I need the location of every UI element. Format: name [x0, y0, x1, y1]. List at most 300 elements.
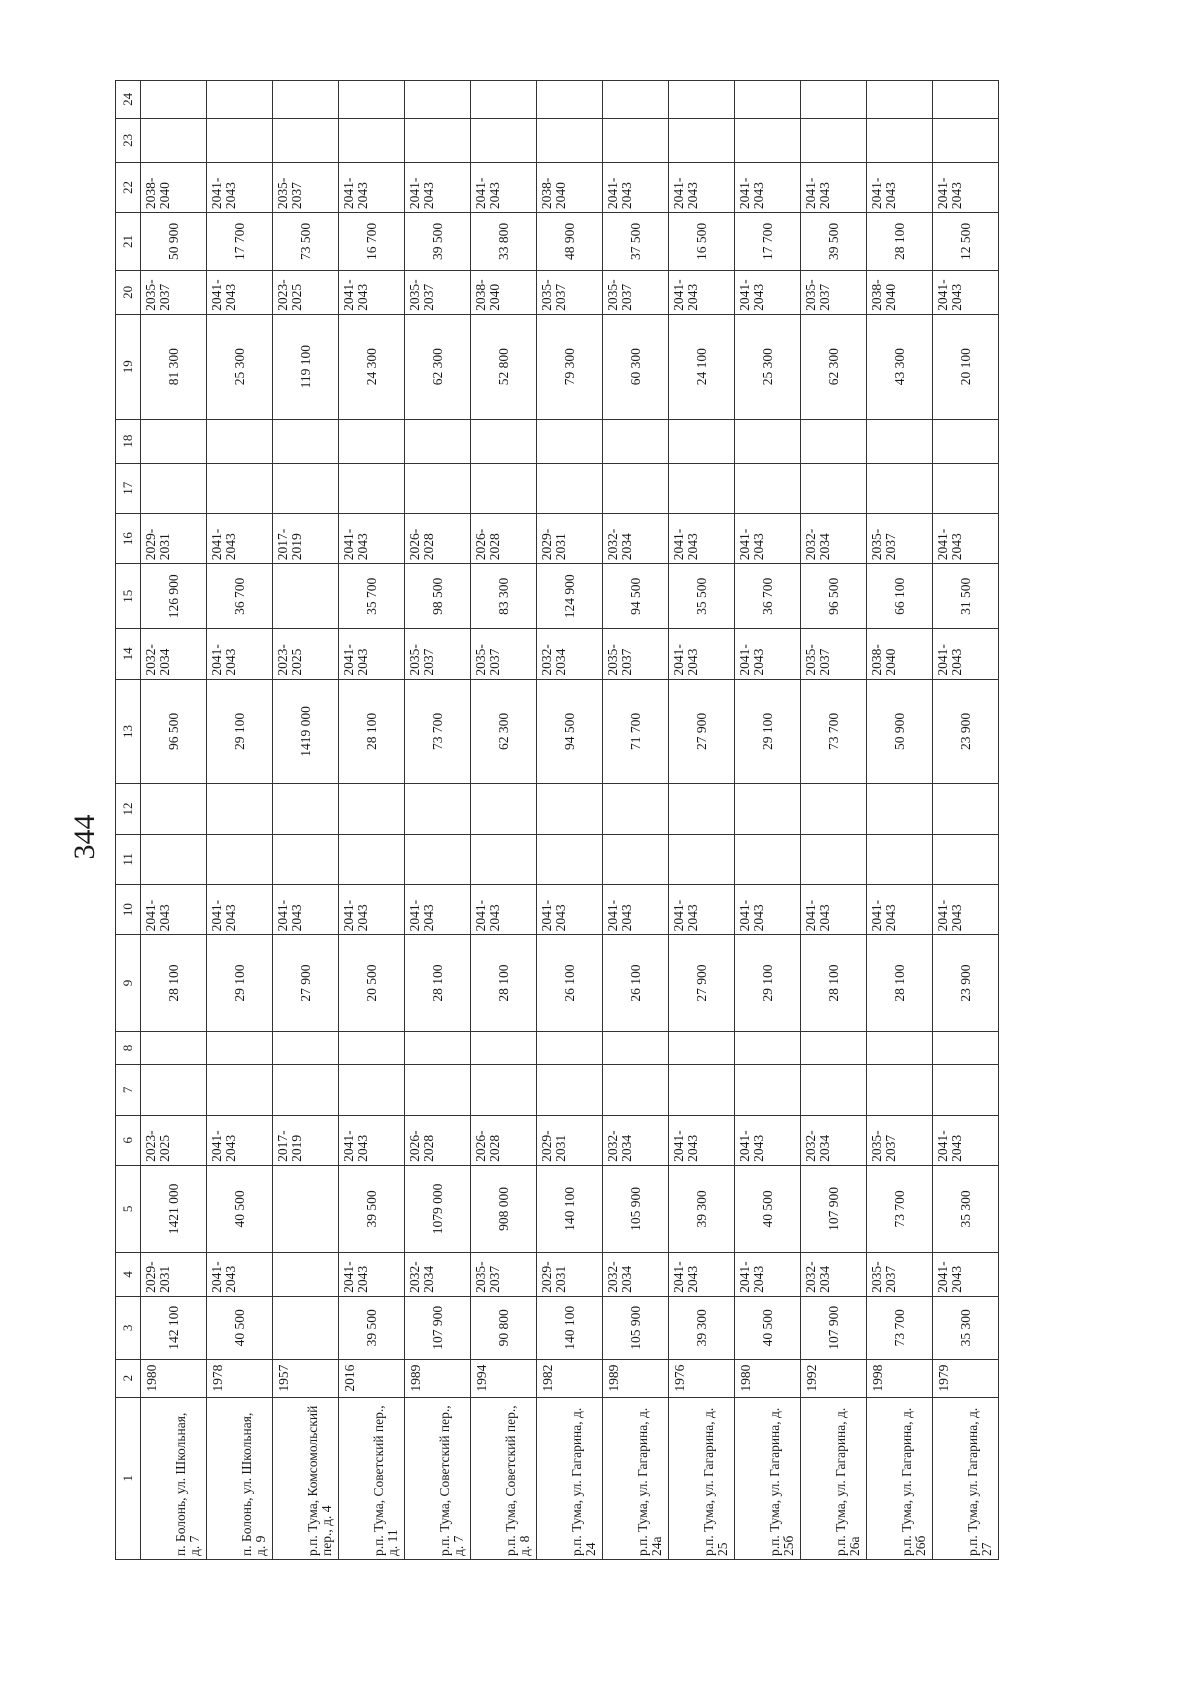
- table-cell: [471, 1065, 537, 1115]
- table-cell: 96 500: [801, 564, 867, 629]
- table-cell: [669, 1065, 735, 1115]
- table-cell: 25 300: [735, 314, 801, 419]
- table-cell: [207, 1031, 273, 1065]
- period-cell: 2041-2043: [537, 885, 603, 935]
- column-header: 10: [116, 885, 141, 935]
- table-cell: 16 700: [339, 213, 405, 271]
- table-cell: 35 300: [933, 1165, 999, 1252]
- period-cell: 2041-2043: [603, 885, 669, 935]
- period-cell: 2041-2043: [669, 270, 735, 314]
- table-cell: 73 700: [867, 1296, 933, 1359]
- column-header: 17: [116, 463, 141, 513]
- period-cell: 2038-2040: [867, 629, 933, 679]
- table-cell: [669, 1031, 735, 1065]
- address-cell: р.п. Тума, Советский пер., д. 8: [471, 1397, 537, 1559]
- column-header: 12: [116, 784, 141, 834]
- table-cell: [141, 463, 207, 513]
- period-cell: 2041-2043: [801, 162, 867, 212]
- page-number: 344: [68, 814, 101, 860]
- table-cell: 35 500: [669, 564, 735, 629]
- period-cell: 2041-2043: [339, 513, 405, 563]
- table-row: [339, 81, 405, 1560]
- period-cell: 2035-2037: [471, 1252, 537, 1296]
- period-cell: 2023-2025: [273, 629, 339, 679]
- table-cell: 25 300: [207, 314, 273, 419]
- table-cell: [141, 419, 207, 463]
- period-cell: 2032-2034: [141, 629, 207, 679]
- period-cell: 2041-2043: [141, 885, 207, 935]
- period-cell: 2035-2037: [405, 270, 471, 314]
- address-cell: р.п. Тума, ул. Гагарина, д. 25б: [735, 1397, 801, 1559]
- table-cell: 24 100: [669, 314, 735, 419]
- table-cell: 140 100: [537, 1296, 603, 1359]
- period-cell: 2032-2034: [537, 629, 603, 679]
- period-cell: 2017-2019: [273, 513, 339, 563]
- period-cell: 2041-2043: [933, 1115, 999, 1165]
- period-cell: 2041-2043: [735, 513, 801, 563]
- period-cell: 2029-2031: [537, 1115, 603, 1165]
- table-cell: 29 100: [735, 679, 801, 784]
- period-cell: 2041-2043: [471, 162, 537, 212]
- period-cell: 2032-2034: [801, 513, 867, 563]
- table-cell: [735, 1031, 801, 1065]
- table-cell: 1079 000: [405, 1165, 471, 1252]
- table-cell: [207, 118, 273, 162]
- table-cell: 20 500: [339, 935, 405, 1031]
- table-cell: 60 300: [603, 314, 669, 419]
- table-row: [207, 81, 273, 1560]
- period-cell: 2041-2043: [933, 885, 999, 935]
- year-cell: 1989: [603, 1359, 669, 1397]
- table-cell: [603, 784, 669, 834]
- table-cell: [867, 118, 933, 162]
- table-cell: [207, 81, 273, 119]
- table-cell: [207, 834, 273, 884]
- period-cell: 2041-2043: [669, 885, 735, 935]
- table-cell: [207, 463, 273, 513]
- table-cell: [405, 784, 471, 834]
- table-cell: 26 100: [603, 935, 669, 1031]
- table-cell: [933, 784, 999, 834]
- column-header: 18: [116, 419, 141, 463]
- table-cell: 39 300: [669, 1165, 735, 1252]
- table-cell: [867, 463, 933, 513]
- column-header: 20: [116, 270, 141, 314]
- table-cell: 107 900: [801, 1296, 867, 1359]
- table-cell: 94 500: [537, 679, 603, 784]
- address-cell: п. Болонь, ул. Школьная, д. 7: [141, 1397, 207, 1559]
- table-cell: 66 100: [867, 564, 933, 629]
- period-cell: 2032-2034: [801, 1252, 867, 1296]
- period-cell: 2041-2043: [735, 885, 801, 935]
- table-cell: [603, 419, 669, 463]
- table-cell: 107 900: [405, 1296, 471, 1359]
- table-cell: 20 100: [933, 314, 999, 419]
- table-cell: [867, 419, 933, 463]
- table-cell: 23 900: [933, 679, 999, 784]
- table-cell: [801, 118, 867, 162]
- table-cell: 94 500: [603, 564, 669, 629]
- period-cell: 2041-2043: [273, 885, 339, 935]
- period-cell: 2041-2043: [405, 162, 471, 212]
- column-header: 14: [116, 629, 141, 679]
- table-cell: [471, 419, 537, 463]
- year-cell: 1989: [405, 1359, 471, 1397]
- table-cell: [801, 1065, 867, 1115]
- table-cell: [141, 118, 207, 162]
- table-cell: [735, 81, 801, 119]
- table-cell: [867, 81, 933, 119]
- table-cell: [801, 834, 867, 884]
- table-cell: 50 900: [867, 679, 933, 784]
- table-cell: 81 300: [141, 314, 207, 419]
- period-cell: 2041-2043: [669, 162, 735, 212]
- table-cell: 48 900: [537, 213, 603, 271]
- table-cell: 90 800: [471, 1296, 537, 1359]
- table-cell: [669, 118, 735, 162]
- year-cell: 1976: [669, 1359, 735, 1397]
- address-cell: р.п. Тума, ул. Гагарина, д. 25: [669, 1397, 735, 1559]
- period-cell: 2017-2019: [273, 1115, 339, 1165]
- table-cell: [537, 118, 603, 162]
- address-cell: р.п. Тума, Советский пер., д. 7: [405, 1397, 471, 1559]
- table-cell: 28 100: [339, 679, 405, 784]
- table-cell: 40 500: [207, 1165, 273, 1252]
- table-row: [405, 81, 471, 1560]
- table-cell: 27 900: [669, 935, 735, 1031]
- table-cell: [801, 784, 867, 834]
- table-cell: [273, 463, 339, 513]
- period-cell: 2041-2043: [405, 885, 471, 935]
- table-cell: 23 900: [933, 935, 999, 1031]
- period-cell: 2041-2043: [669, 1252, 735, 1296]
- table-cell: [471, 1031, 537, 1065]
- column-header: 5: [116, 1165, 141, 1252]
- period-cell: 2032-2034: [603, 1252, 669, 1296]
- period-cell: 2023-2025: [273, 270, 339, 314]
- column-header: 8: [116, 1031, 141, 1065]
- table-cell: [933, 834, 999, 884]
- period-cell: 2032-2034: [603, 1115, 669, 1165]
- year-cell: 2016: [339, 1359, 405, 1397]
- period-cell: 2035-2037: [537, 270, 603, 314]
- table-cell: 73 700: [405, 679, 471, 784]
- period-cell: 2041-2043: [933, 162, 999, 212]
- table-cell: [603, 1031, 669, 1065]
- table-cell: [339, 1065, 405, 1115]
- table-cell: [735, 118, 801, 162]
- table-cell: [669, 834, 735, 884]
- period-cell: 2029-2031: [141, 1252, 207, 1296]
- period-cell: [273, 1252, 339, 1296]
- table-cell: [471, 81, 537, 119]
- column-header: 22: [116, 162, 141, 212]
- period-cell: 2041-2043: [735, 162, 801, 212]
- table-cell: [207, 419, 273, 463]
- table-cell: 40 500: [735, 1165, 801, 1252]
- year-cell: 1992: [801, 1359, 867, 1397]
- table-row: [933, 81, 999, 1560]
- table-row: [273, 81, 339, 1560]
- table-cell: 16 500: [669, 213, 735, 271]
- period-cell: 2041-2043: [471, 885, 537, 935]
- table-cell: 36 700: [207, 564, 273, 629]
- table-cell: 908 000: [471, 1165, 537, 1252]
- table-cell: [405, 81, 471, 119]
- table-cell: [801, 463, 867, 513]
- table-cell: [141, 1065, 207, 1115]
- period-cell: 2041-2043: [207, 885, 273, 935]
- table-cell: [669, 784, 735, 834]
- year-cell: 1978: [207, 1359, 273, 1397]
- table-cell: [801, 1031, 867, 1065]
- table-cell: [867, 1065, 933, 1115]
- period-cell: 2032-2034: [603, 513, 669, 563]
- period-cell: 2035-2037: [471, 629, 537, 679]
- column-header: 1: [116, 1397, 141, 1559]
- table-cell: 36 700: [735, 564, 801, 629]
- table-cell: [405, 419, 471, 463]
- table-cell: [207, 784, 273, 834]
- period-cell: 2041-2043: [735, 1115, 801, 1165]
- table-cell: 71 700: [603, 679, 669, 784]
- table-cell: [669, 81, 735, 119]
- period-cell: 2035-2037: [405, 629, 471, 679]
- table-cell: 43 300: [867, 314, 933, 419]
- period-cell: 2026-2028: [471, 513, 537, 563]
- table-cell: 31 500: [933, 564, 999, 629]
- table-cell: [471, 784, 537, 834]
- address-cell: р.п. Тума, ул. Гагарина, д. 26а: [801, 1397, 867, 1559]
- period-cell: 2035-2037: [141, 270, 207, 314]
- year-cell: 1980: [141, 1359, 207, 1397]
- table-cell: 40 500: [207, 1296, 273, 1359]
- table-cell: [603, 1065, 669, 1115]
- table-cell: [339, 463, 405, 513]
- table-cell: 62 300: [801, 314, 867, 419]
- period-cell: 2041-2043: [735, 270, 801, 314]
- period-cell: 2041-2043: [867, 885, 933, 935]
- table-row: [141, 81, 207, 1560]
- period-cell: 2041-2043: [669, 629, 735, 679]
- table-row: [669, 81, 735, 1560]
- column-header: 24: [116, 81, 141, 119]
- table-cell: [537, 1031, 603, 1065]
- period-cell: 2041-2043: [669, 513, 735, 563]
- table-cell: 73 700: [867, 1165, 933, 1252]
- column-header: 19: [116, 314, 141, 419]
- table-cell: [933, 1065, 999, 1115]
- year-cell: 1994: [471, 1359, 537, 1397]
- period-cell: 2041-2043: [933, 513, 999, 563]
- year-cell: 1979: [933, 1359, 999, 1397]
- repair-schedule-table: [115, 80, 999, 1560]
- period-cell: 2035-2037: [603, 270, 669, 314]
- table-cell: 28 100: [867, 935, 933, 1031]
- table-cell: 35 700: [339, 564, 405, 629]
- table-cell: [141, 81, 207, 119]
- table-cell: 73 500: [273, 213, 339, 271]
- table-cell: 62 300: [471, 679, 537, 784]
- period-cell: 2041-2043: [735, 1252, 801, 1296]
- table-cell: [405, 463, 471, 513]
- table-cell: 124 900: [537, 564, 603, 629]
- table-cell: [669, 419, 735, 463]
- table-cell: 50 900: [141, 213, 207, 271]
- table-cell: 73 700: [801, 679, 867, 784]
- table-cell: [735, 419, 801, 463]
- table-cell: 24 300: [339, 314, 405, 419]
- table-cell: 52 800: [471, 314, 537, 419]
- table-row: [603, 81, 669, 1560]
- period-cell: 2041-2043: [603, 162, 669, 212]
- table-cell: [339, 118, 405, 162]
- column-header: 4: [116, 1252, 141, 1296]
- table-cell: [339, 834, 405, 884]
- period-cell: 2035-2037: [273, 162, 339, 212]
- table-row: [801, 81, 867, 1560]
- table-cell: [933, 419, 999, 463]
- table-cell: [471, 118, 537, 162]
- table-cell: 29 100: [207, 679, 273, 784]
- table-cell: [933, 463, 999, 513]
- table-cell: [933, 1031, 999, 1065]
- table-cell: 39 300: [669, 1296, 735, 1359]
- table-cell: [273, 1031, 339, 1065]
- table-cell: 28 100: [405, 935, 471, 1031]
- period-cell: 2035-2037: [801, 629, 867, 679]
- table-cell: [933, 81, 999, 119]
- table-cell: [603, 118, 669, 162]
- table-cell: [537, 81, 603, 119]
- table-cell: [603, 834, 669, 884]
- table-cell: 33 800: [471, 213, 537, 271]
- table-cell: [537, 419, 603, 463]
- period-cell: 2035-2037: [801, 270, 867, 314]
- period-cell: 2035-2037: [867, 1252, 933, 1296]
- table-cell: [537, 1065, 603, 1115]
- table-cell: 79 300: [537, 314, 603, 419]
- period-cell: 2035-2037: [867, 513, 933, 563]
- table-cell: [735, 784, 801, 834]
- table-cell: [405, 118, 471, 162]
- period-cell: 2041-2043: [207, 270, 273, 314]
- table-cell: 26 100: [537, 935, 603, 1031]
- table-cell: 96 500: [141, 679, 207, 784]
- table-cell: 1421 000: [141, 1165, 207, 1252]
- period-cell: 2038-2040: [141, 162, 207, 212]
- table-cell: [339, 784, 405, 834]
- table-cell: 27 900: [273, 935, 339, 1031]
- table-cell: 40 500: [735, 1296, 801, 1359]
- table-cell: 27 900: [669, 679, 735, 784]
- table-cell: [537, 463, 603, 513]
- table-cell: [273, 1296, 339, 1359]
- period-cell: 2041-2043: [339, 629, 405, 679]
- year-cell: 1980: [735, 1359, 801, 1397]
- period-cell: 2029-2031: [537, 1252, 603, 1296]
- period-cell: 2038-2040: [471, 270, 537, 314]
- table-cell: [933, 118, 999, 162]
- table-cell: [339, 1031, 405, 1065]
- period-cell: 2041-2043: [207, 162, 273, 212]
- table-cell: 29 100: [735, 935, 801, 1031]
- table-row: [735, 81, 801, 1560]
- table-cell: [273, 81, 339, 119]
- table-cell: 37 500: [603, 213, 669, 271]
- period-cell: 2035-2037: [603, 629, 669, 679]
- table-cell: 28 100: [867, 213, 933, 271]
- table-cell: [603, 463, 669, 513]
- address-cell: р.п. Тума, ул. Гагарина, д. 27: [933, 1397, 999, 1559]
- column-header: 15: [116, 564, 141, 629]
- period-cell: 2041-2043: [933, 1252, 999, 1296]
- period-cell: 2041-2043: [207, 1115, 273, 1165]
- period-cell: 2041-2043: [801, 885, 867, 935]
- address-cell: р.п. Тума, ул. Гагарина, д. 24: [537, 1397, 603, 1559]
- table-cell: [735, 834, 801, 884]
- address-cell: п. Болонь, ул. Школьная, д. 9: [207, 1397, 273, 1559]
- table-cell: [207, 1065, 273, 1115]
- period-cell: 2041-2043: [207, 1252, 273, 1296]
- period-cell: 2026-2028: [405, 1115, 471, 1165]
- table-cell: [339, 419, 405, 463]
- period-cell: 2032-2034: [405, 1252, 471, 1296]
- table-cell: [603, 81, 669, 119]
- table-cell: [537, 784, 603, 834]
- table-cell: [537, 834, 603, 884]
- table-cell: [867, 784, 933, 834]
- table-cell: 98 500: [405, 564, 471, 629]
- table-cell: [801, 81, 867, 119]
- table-body: [141, 81, 999, 1560]
- period-cell: 2038-2040: [867, 270, 933, 314]
- table-cell: [405, 1065, 471, 1115]
- table-cell: [273, 1165, 339, 1252]
- table-cell: 142 100: [141, 1296, 207, 1359]
- column-header: 3: [116, 1296, 141, 1359]
- period-cell: 2041-2043: [339, 885, 405, 935]
- column-number-row: [116, 81, 141, 1560]
- table-cell: 105 900: [603, 1296, 669, 1359]
- column-header: 7: [116, 1065, 141, 1115]
- period-cell: 2026-2028: [405, 513, 471, 563]
- column-header: 6: [116, 1115, 141, 1165]
- period-cell: 2029-2031: [141, 513, 207, 563]
- period-cell: 2041-2043: [207, 513, 273, 563]
- table-cell: 119 100: [273, 314, 339, 419]
- period-cell: 2026-2028: [471, 1115, 537, 1165]
- period-cell: 2041-2043: [207, 629, 273, 679]
- table-cell: [273, 118, 339, 162]
- table-cell: [801, 419, 867, 463]
- period-cell: 2041-2043: [339, 1115, 405, 1165]
- year-cell: 1982: [537, 1359, 603, 1397]
- period-cell: 2041-2043: [735, 629, 801, 679]
- table-cell: [273, 784, 339, 834]
- column-header: 21: [116, 213, 141, 271]
- column-header: 11: [116, 834, 141, 884]
- table-cell: 83 300: [471, 564, 537, 629]
- period-cell: 2035-2037: [867, 1115, 933, 1165]
- table-cell: 62 300: [405, 314, 471, 419]
- address-cell: р.п. Тума, Советский пер., д. 11: [339, 1397, 405, 1559]
- table-cell: [273, 1065, 339, 1115]
- period-cell: 2041-2043: [933, 629, 999, 679]
- column-header: 13: [116, 679, 141, 784]
- period-cell: 2041-2043: [339, 1252, 405, 1296]
- address-cell: р.п. Тума, ул. Гагарина, д. 26б: [867, 1397, 933, 1559]
